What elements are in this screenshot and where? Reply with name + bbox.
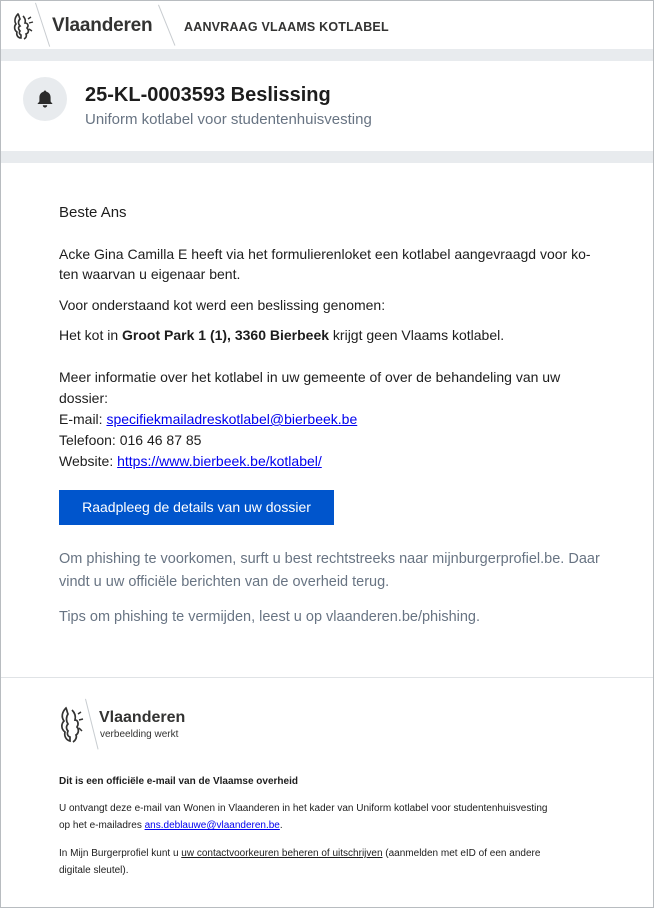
official-notice: Dit is een officiële e-mail van de Vlaamse overheid	[59, 776, 298, 787]
footer-divider	[1, 677, 653, 678]
contact-preferences-link[interactable]: uw contactvoorkeuren beheren of uitschrijven	[181, 848, 383, 859]
municipality-email-link[interactable]: specifiekmailadreskotlabel@bierbeek.be	[106, 411, 358, 427]
paragraph-request	[59, 244, 591, 284]
header-band	[1, 49, 653, 61]
vlaanderen-lion-logo[interactable]	[12, 11, 38, 41]
receive-line: U ontvangt deze e-mail van Wonen in Vlaanderen in het kader van Uniform kotlabel voor studentenhuisvesting	[59, 803, 548, 814]
kot-address: Groot Park 1 (1), 3360 Bierbeek	[122, 327, 330, 343]
bell-icon	[36, 89, 54, 109]
vlaanderen-lion-logo	[59, 704, 85, 744]
email-row	[59, 409, 560, 430]
decision-suffix: krijgt geen Vlaams kotlabel.	[329, 327, 505, 343]
receive-notice	[59, 800, 547, 834]
prefs-line: digitale sleutel).	[59, 865, 129, 876]
website-row	[59, 451, 560, 472]
email-label: E-mail:	[59, 411, 107, 427]
footer-tagline: verbeelding werkt	[100, 729, 179, 740]
info-line: dossier:	[59, 390, 109, 406]
notification-title: 25-KL-0003593 Beslissing	[85, 84, 331, 106]
municipality-website-link[interactable]: https://www.bierbeek.be/kotlabel/	[117, 453, 322, 469]
phishing-line: Om phishing te voorkomen, surft u best rechtstreeks naar mijnburgerprofiel.be. Daar	[59, 551, 600, 567]
recipient-email-link[interactable]: ans.deblauwe@vlaanderen.be	[144, 820, 280, 831]
bell-badge	[23, 77, 67, 121]
phone-row: Telefoon: 016 46 87 85	[59, 432, 202, 448]
prefs-line	[59, 845, 540, 862]
paragraph-request-line: Acke Gina Camilla E heeft via het formulierenloket een kotlabel aangevraagd voor ko-	[59, 246, 591, 262]
app-title: AANVRAAG VLAAMS KOTLABEL	[184, 20, 389, 34]
brand-name[interactable]: Vlaanderen	[52, 15, 153, 36]
decision-prefix: Het kot in	[59, 327, 123, 343]
prefs-prefix: In Mijn Burgerprofiel kunt u	[59, 848, 182, 859]
footer-brand: Vlaanderen	[99, 709, 186, 726]
top-header	[1, 1, 653, 49]
header-divider	[158, 5, 175, 46]
preferences-notice	[59, 845, 540, 879]
receive-prefix: op het e-mailadres	[59, 820, 145, 831]
footer-logo-divider	[85, 699, 99, 750]
info-line: Meer informatie over het kotlabel in uw gemeente of over de behandeling van uw	[59, 369, 561, 385]
receive-line	[59, 817, 547, 834]
paragraph-decision	[59, 325, 504, 345]
receive-suffix: .	[279, 820, 283, 831]
contact-info	[59, 367, 560, 472]
paragraph-request-line: ten waarvan u eigenaar bent.	[59, 266, 241, 282]
greeting: Beste Ans	[59, 204, 127, 221]
section-band	[1, 151, 653, 163]
view-dossier-button[interactable]: Raadpleeg de details van uw dossier	[59, 490, 334, 525]
prefs-suffix: (aanmelden met eID of een andere	[382, 848, 541, 859]
paragraph-decision-intro: Voor onderstaand kot werd een beslissing genomen:	[59, 297, 386, 313]
website-label: Website:	[59, 453, 118, 469]
phishing-tips: Tips om phishing te vermijden, leest u op vlaanderen.be/phishing.	[59, 609, 481, 625]
notification-subtitle: Uniform kotlabel voor studentenhuisvesting	[85, 111, 372, 128]
phishing-line: vindt u uw officiële berichten van de overheid terug.	[59, 574, 390, 590]
phishing-notice	[59, 548, 600, 594]
